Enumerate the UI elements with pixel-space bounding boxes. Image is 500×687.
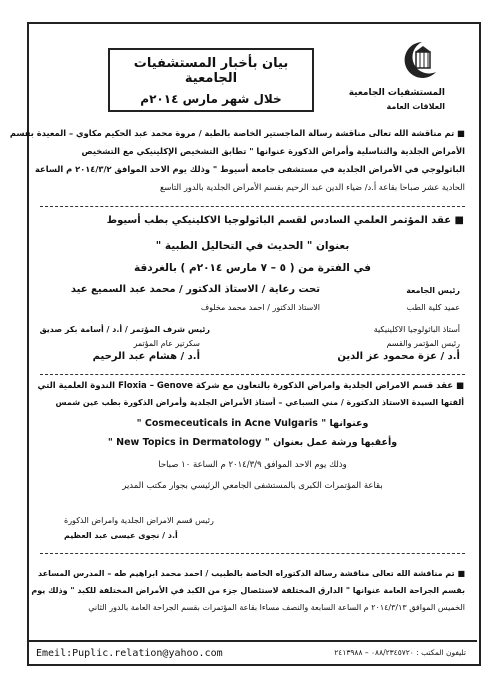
item1-line: الحادية عشر صباحا بقاعة أ.د/ ضياء الدين عبد الرحيم بقسم الأمراض الجلدية بالدور التاسع — [160, 182, 465, 192]
seminar-speaker: ألقتها السيدة الاستاذ الدكتورة / مني السباعي – أستاذ الأمراض الجلدية وأمراض الذكورة بطب عين شمس — [55, 398, 464, 407]
seminar-time: وذلك يوم الاحد الموافق ٢٠١٤/٣/٩ م الساعة ١٠ صباحا — [158, 460, 347, 470]
president-label: رئيس المؤتمر والقسم — [386, 339, 460, 348]
conference-title: بعنوان " الحديث في التحاليل الطبية " — [155, 240, 350, 252]
item1-line: الباثولوجي في الأمراض الجلدية في مستشفى جامعة أسيوط " وذلك يوم الاحد الموافق ٢٠١٤/٣/٢ م الساعة — [35, 164, 465, 174]
seminar-venue: بقاعة المؤتمرات الكبرى بالمستشفى الجامعي الرئيسي بجوار مكتب المدير — [122, 481, 383, 491]
department-head-role: رئيس قسم الامراض الجلدية وامراض الذكورة — [64, 516, 214, 525]
item1-line: ■ تم مناقشة الله تعالى مناقشة رسالة الماجستير الخاصة بالطبة / مروة محمد عبد الحكيم مكاوي – المعيدة بقسم — [9, 128, 465, 138]
divider — [40, 206, 465, 207]
conference-announcement: ■ عقد المؤتمر العلمي السادس لقسم الباثولوجيا الاكلينيكي بطب أسيوط — [106, 215, 464, 226]
dean-label: الاستاذ الدكتور / احمد محمد مخلوف — [200, 303, 320, 312]
patron-role: رئيس الجامعة — [406, 286, 460, 295]
department-head-name: أ.د / نجوى عيسى عبد العظيم — [64, 531, 178, 540]
university-hospitals-logo-icon — [402, 38, 442, 88]
footer-phone: تليفون المكتب : ٠٨٨/٢٣٤٥٧٢٠ – ٢٤١٣٩٨٨ — [334, 648, 466, 657]
divider — [40, 553, 465, 554]
title-line-1: بيان بأخبار المستشفيات الجامعية — [133, 56, 289, 86]
item4-line: بقسم الجراحة العامة عنوانها " الدارق المختلفة لاستئصال جزء من الكبد في الأمراض المختلفة للكبد " وذلك يوم — [31, 586, 465, 595]
honorary-role: أستاذ الباثولوجيا الاكلينيكية — [373, 325, 460, 334]
divider — [40, 374, 465, 375]
secretary-name: أ.د / هشام عبد الرحيم — [92, 351, 200, 362]
title-box — [108, 48, 314, 112]
seminar-announcement: ■ عقد قسم الامراض الجلدية وامراض الذكورة بالتعاون مع شركة Floxia – Genove الندوة العلمية التي — [37, 381, 464, 391]
conference-dates: في الفترة من ( ٥ – ٧ مارس ٢٠١٤م ) بالغردقة — [133, 262, 372, 274]
title-line-2: خلال شهر مارس ٢٠١٤م — [140, 92, 282, 106]
patron-label: تحت رعاية / الاستاذ الدكتور / محمد عبد السميع عيد — [70, 284, 320, 295]
footer-divider — [27, 640, 477, 642]
item1-line: الأمراض الجلدية والتناسلية وأمراض الذكورة عنوانها " تطابق التشخيص الإكلينيكي مع التشخيص — [81, 146, 465, 156]
dean-role: عميد كلية الطب — [406, 303, 460, 312]
news-item-masters-defense — [9, 124, 465, 196]
org-name: المستشفيات الجامعية — [348, 88, 445, 98]
president-name: أ.د / عزة محمود عز الدين — [337, 351, 460, 362]
secretary-label: سكرتير عام المؤتمر — [133, 339, 200, 348]
workshop-title: وأعقبها ورشة عمل بعنوان " New Topics in Dermatology " — [107, 437, 398, 448]
item4-line: الخميس الموافق ٢٠١٤/٣/١٣ م الساعة السابعة والنصف مساءا بقاعة المؤتمرات بقسم الجراحة العامة بالدور الثاني — [88, 603, 465, 612]
news-item-phd-defense — [31, 565, 465, 616]
org-department: العلاقات العامة — [386, 102, 445, 111]
seminar-topic: وعنوانها " Cosmeceuticals in Acne Vulgaris " — [136, 418, 369, 429]
honorary-president: رئيس شرف المؤتمر / أ.د / أسامة بكر صديق — [39, 325, 210, 334]
item4-line: ■ تم مناقشة الله تعالى مناقشة رسالة الدكتوراه الخاصة بالطبيب / احمد محمد ابراهيم طه – المدرس المساعد — [38, 569, 465, 578]
footer-email: Emeil:Puplic.relation@yahoo.com — [36, 648, 223, 659]
